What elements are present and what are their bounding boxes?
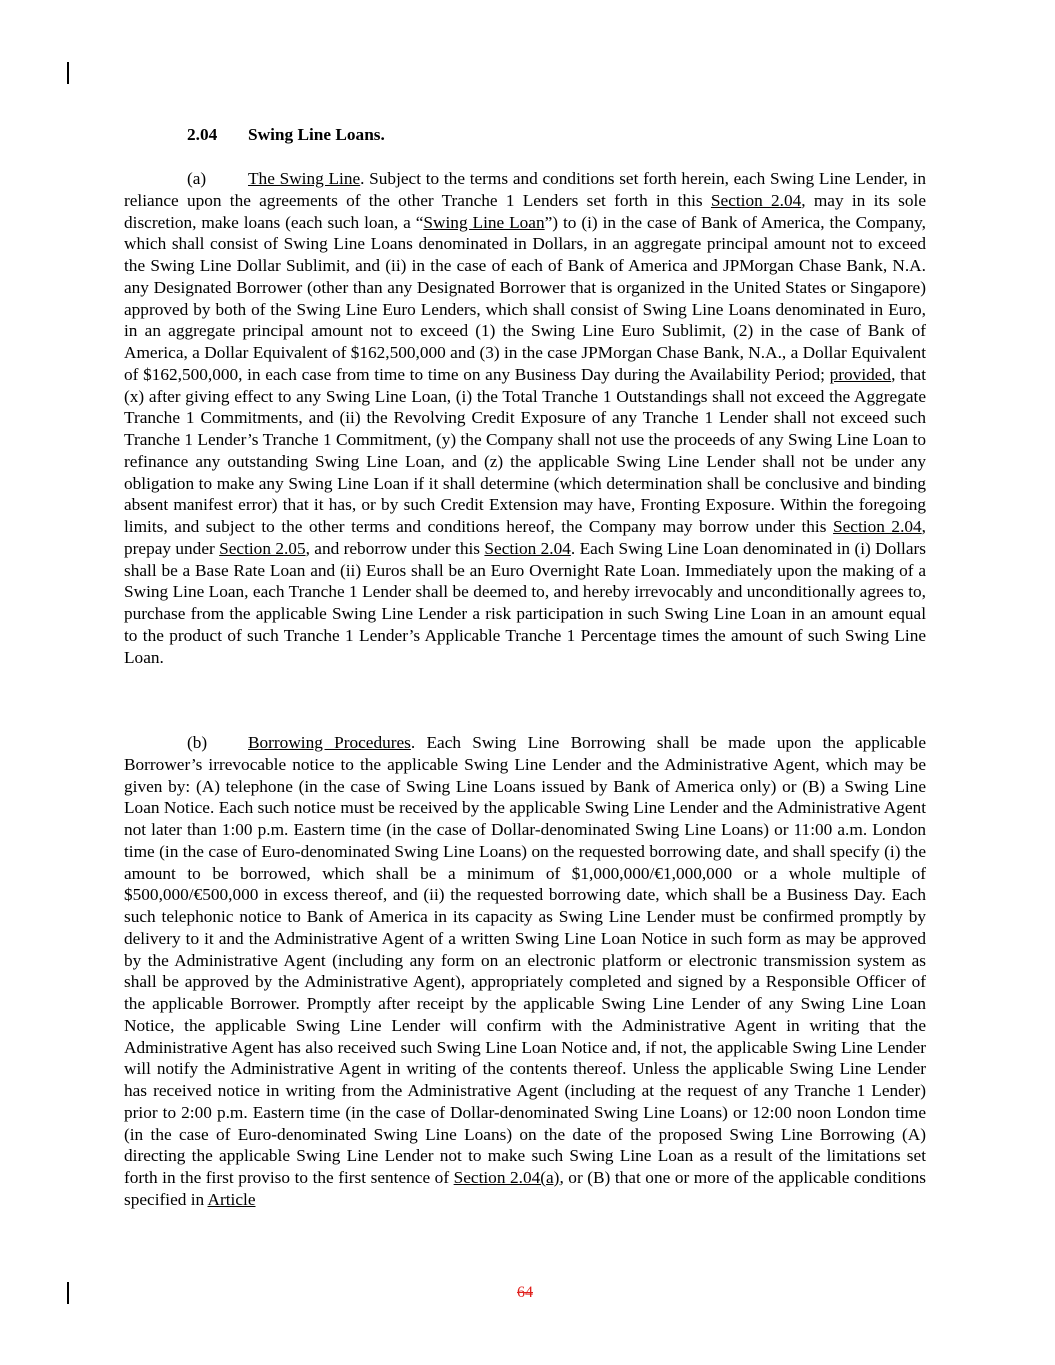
text-run: . Each Swing Line Loan denominated in (i) Dollars shall be a Base Rate Loan and (ii) Euros shall be an Euro Overnight Rate Loan. Immediately upon the making of a Swing Line Loan, each Tranche 1 Lender shall be deemed to, and hereby irrevocably and unconditionally agrees to, purchase from the applicable Swing Line Lender a risk participation in such Swing Line Loan in an amount equal to the product of such Tranche 1 Lender’s Applicable Tranche 1 Percentage times the amount of such Swing Line Loan. bbox=[124, 538, 927, 667]
text-run: , that (x) after giving effect to any Swing Line Loan, (i) the Total Tranche 1 Outstandings shall not exceed the Aggregate Tranche 1 Commitments, and (ii) the Revolving Credit Exposure of any Tranche 1 Lender shall not exceed such Tranche 1 Lender’s Tranche 1 Commitment, (y) the Company shall not use the proceeds of any Swing Line Loan to refinance any outstanding Swing Line Loan, and (z) the applicable Swing Line Lender shall not be under any obligation to make any Swing Line Loan if it shall determine (which determination shall be conclusive and binding absent manifest error) that it has, or by such Credit Extension may have, Fronting Exposure. Within the foregoing limits, and subject to the other terms and conditions hereof, the Company may borrow under this bbox=[124, 364, 926, 536]
underlined-term: Section 2.05 bbox=[219, 538, 306, 558]
underlined-term: Swing Line Loan bbox=[423, 212, 545, 232]
underlined-term: Section 2.04 bbox=[710, 190, 802, 210]
section-number: 2.04 bbox=[187, 125, 218, 144]
underlined-term: Section 2.04 bbox=[833, 517, 922, 536]
change-bar-bottom bbox=[67, 1282, 69, 1304]
text-run: . Each Swing Line Borrowing shall be made upon the applicable Borrower’s irrevocable notice to the applicable Swing Line Lender and the Administrative Agent, which may be given by: (A) telephone (in the case of Swing Line Loans issued by Bank of America only) or (B) a Swing Line Loan Notice. Each such notice must be received by the applicable Swing Line Lender and the Administrative Agent not later than 1:00 p.m. Eastern time (in the case of Dollar-denominated Swing Line Loans) or 11:00 a.m. London time (in the case of Euro-denominated Swing Line Loans) on the requested borrowing date, and shall specify (i) the amount to be borrowed, which shall be a minimum of $1,000,000/€1,000,000 or a whole multiple of $500,000/€500,000 in excess thereof, and (ii) the requested borrowing date, which shall be a Business Day. Each such telephonic notice to Bank of America in its capacity as Swing Line Lender must be confirmed promptly by delivery to it and the Administrative Agent of a written Swing Line Loan Notice in such form as may be approved by the Administrative Agent (including any form on an electronic platform or electronic transmission system as shall be approved by the Administrative Agent), appropriately completed and signed by a Responsible Officer of the applicable Borrower. Promptly after receipt by the applicable Swing Line Lender of any Swing Line Loan Notice, the applicable Swing Line Lender will confirm with the Administrative Agent in writing that the Administrative Agent has also received such Swing Line Loan Notice and, if not, the applicable Swing Line Lender will notify the Administrative Agent in writing of the contents thereof. Unless the applicable Swing Line Lender has received notice in writing from the Administrative Agent (including at the request of any Tranche 1 Lender) prior to 2:00 p.m. Eastern time (in the case of Dollar-denominated Swing Line Loans) or 12:00 noon London time (in the case of Euro-denominated Swing Line Loans) on the date of the proposed Swing Line Borrowing (A) directing the applicable Swing Line Lender not to make such Swing Line Loan as a result of the limitations set forth in the first proviso to the first sentence of bbox=[124, 733, 926, 1187]
underlined-term: The Swing Line bbox=[248, 169, 361, 188]
text-run: , or (B) that one or more of the applicable conditions specified in bbox=[124, 1168, 926, 1209]
section-title: Swing Line Loans. bbox=[248, 125, 385, 144]
underlined-term: provided bbox=[829, 364, 892, 384]
text-run: ”) to (i) in the case of Bank of America, the Company, which shall consist of Swing Line Loans denominated in Dollars, in an aggregate principal amount not to exceed the Swing Line Dollar Sublimit, and (ii) in the case of each of Bank of America and JPMorgan Chase Bank, N.A. any Designated Borrower (other than any Designated Borrower that is organized in the United States or Singapore) approved by both of the Swing Line Euro Lenders, which shall consist of Swing Line Loans denominated in Euro, in an aggregate principal amount not to exceed (1) the Swing Line Euro Sublimit, (2) in the case of Bank of America, a Dollar Equivalent of $162,500,000 and (3) in the case JPMorgan Chase Bank, N.A., a Dollar Equivalent of $162,500,000, in each case from time to time on any Business Day during the Availability Period; bbox=[124, 212, 926, 384]
section-heading bbox=[187, 125, 385, 145]
underlined-term: Section 2.04 bbox=[484, 538, 571, 558]
text-run: , may in its sole discretion, make loans (each such loan, a “ bbox=[124, 190, 926, 232]
underlined-term: Section 2.04(a) bbox=[453, 1168, 560, 1187]
underlined-term: Borrowing Procedures bbox=[248, 733, 411, 752]
document-body-b bbox=[124, 732, 926, 1211]
paragraph-b bbox=[124, 732, 926, 1211]
change-bar-top bbox=[67, 62, 69, 84]
underlined-term: Article bbox=[207, 1189, 256, 1209]
page-number: 64 bbox=[517, 1284, 533, 1301]
paragraph-a bbox=[124, 168, 926, 668]
document-body bbox=[124, 168, 926, 668]
paragraph-label: (a) bbox=[187, 169, 207, 188]
text-run: , prepay under bbox=[124, 517, 926, 558]
text-run: . Subject to the terms and conditions set forth herein, each Swing Line Lender, in reliance upon the agreements of the other Tranche 1 Lenders set forth in this bbox=[124, 169, 926, 210]
paragraph-label: (b) bbox=[187, 733, 208, 752]
text-run: , and reborrow under this bbox=[305, 538, 485, 558]
